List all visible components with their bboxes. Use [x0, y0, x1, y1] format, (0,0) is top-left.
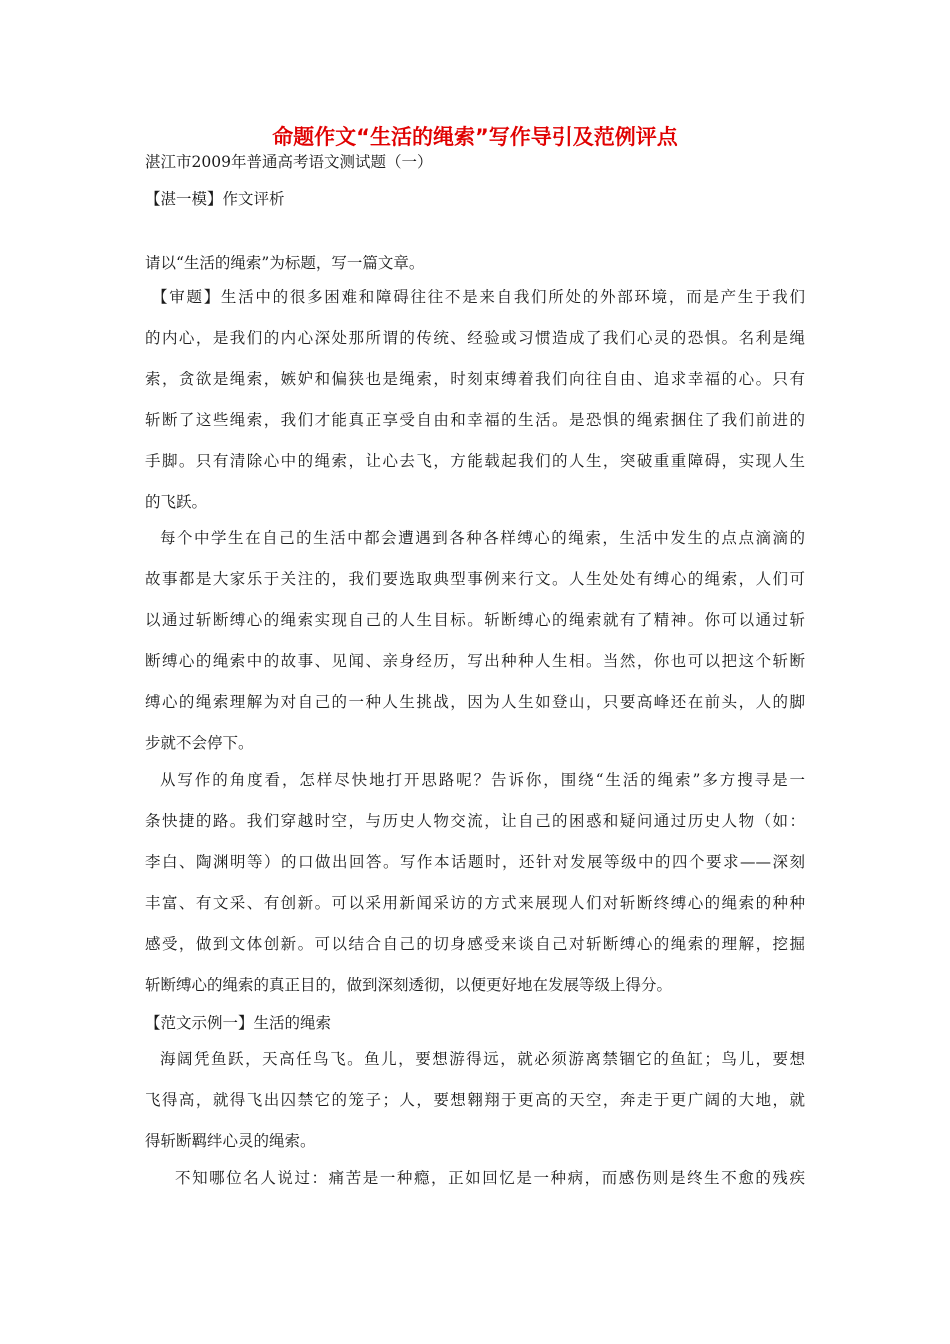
paragraph-2-line: 缚心的绳索理解为对自己的一种人生挑战，因为人生如登山，只要高峰还在前头，人的脚 [145, 693, 805, 711]
paragraph-1-line: 【审题】生活中的很多困难和障碍往往不是来自我们所处的外部环境，而是产生于我们 [152, 288, 805, 306]
essay-prompt: 请以“生活的绳索”为标题，写一篇文章。 [145, 254, 425, 272]
paragraph-2-line: 步就不会停下。 [145, 734, 254, 752]
paragraph-1-line: 的飞跃。 [145, 493, 208, 511]
paragraph-5-line: 不知哪位名人说过：痛苦是一种瘾，正如回忆是一种病，而感伤则是终生不愈的残疾 [175, 1169, 805, 1187]
paragraph-1-line: 索，贪欲是绳索，嫉妒和偏狭也是绳索，时刻束缚着我们向往自由、追求幸福的心。只有 [145, 370, 805, 388]
document-title: 命题作文“生活的绳索”写作导引及范例评点 [272, 125, 678, 149]
paragraph-3-line: 斩断缚心的绳索的真正目的，做到深刻透彻，以便更好地在发展等级上得分。 [145, 976, 673, 994]
example-heading: 【范文示例一】生活的绳索 [145, 1014, 332, 1032]
paragraph-1-line: 手脚。只有清除心中的绳索，让心去飞，方能载起我们的人生，突破重重障碍，实现人生 [145, 452, 805, 470]
paragraph-4-line: 飞得高，就得飞出囚禁它的笼子；人，要想翱翔于更高的天空，奔走于更广阔的大地，就 [145, 1091, 805, 1109]
paragraph-2-line: 以通过斩断缚心的绳索实现自己的人生目标。斩断缚心的绳索就有了精神。你可以通过斩 [145, 611, 805, 629]
paragraph-1-line: 斩断了这些绳索，我们才能真正享受自由和幸福的生活。是恐惧的绳索捆住了我们前进的 [145, 411, 805, 429]
paragraph-3-line: 感受，做到文体创新。可以结合自己的切身感受来谈自己对斩断缚心的绳索的理解，挖掘 [145, 935, 805, 953]
paragraph-4-line: 海阔凭鱼跃，天高任鸟飞。鱼儿，要想游得远，就必须游离禁锢它的鱼缸；鸟儿，要想 [160, 1050, 805, 1068]
paragraph-4-line: 得斩断羁绊心灵的绳索。 [145, 1132, 316, 1150]
paragraph-3-line: 条快捷的路。我们穿越时空，与历史人物交流，让自己的困惑和疑问通过历史人物（如： [145, 812, 805, 830]
paragraph-3-line: 从写作的角度看，怎样尽快地打开思路呢？告诉你，围绕“生活的绳索”多方搜寻是一 [160, 771, 805, 789]
paragraph-1-line: 的内心，是我们的内心深处那所谓的传统、经验或习惯造成了我们心灵的恐惧。名利是绳 [145, 329, 805, 347]
paragraph-2-line: 每个中学生在自己的生活中都会遭遇到各种各样缚心的绳索，生活中发生的点点滴滴的 [160, 529, 805, 547]
paragraph-2-line: 故事都是大家乐于关注的，我们要选取典型事例来行文。人生处处有缚心的绳索，人们可 [145, 570, 805, 588]
section-heading: 【湛一模】作文评析 [145, 190, 285, 208]
paragraph-2-line: 断缚心的绳索中的故事、见闻、亲身经历，写出种种人生相。当然，你也可以把这个斩断 [145, 652, 805, 670]
document-subtitle: 湛江市2009年普通高考语文测试题（一） [145, 153, 433, 171]
paragraph-3-line: 丰富、有文采、有创新。可以采用新闻采访的方式来展现人们对斩断终缚心的绳索的种种 [145, 894, 805, 912]
paragraph-3-line: 李白、陶渊明等）的口做出回答。写作本话题时，还针对发展等级中的四个要求——深刻 [145, 853, 805, 871]
